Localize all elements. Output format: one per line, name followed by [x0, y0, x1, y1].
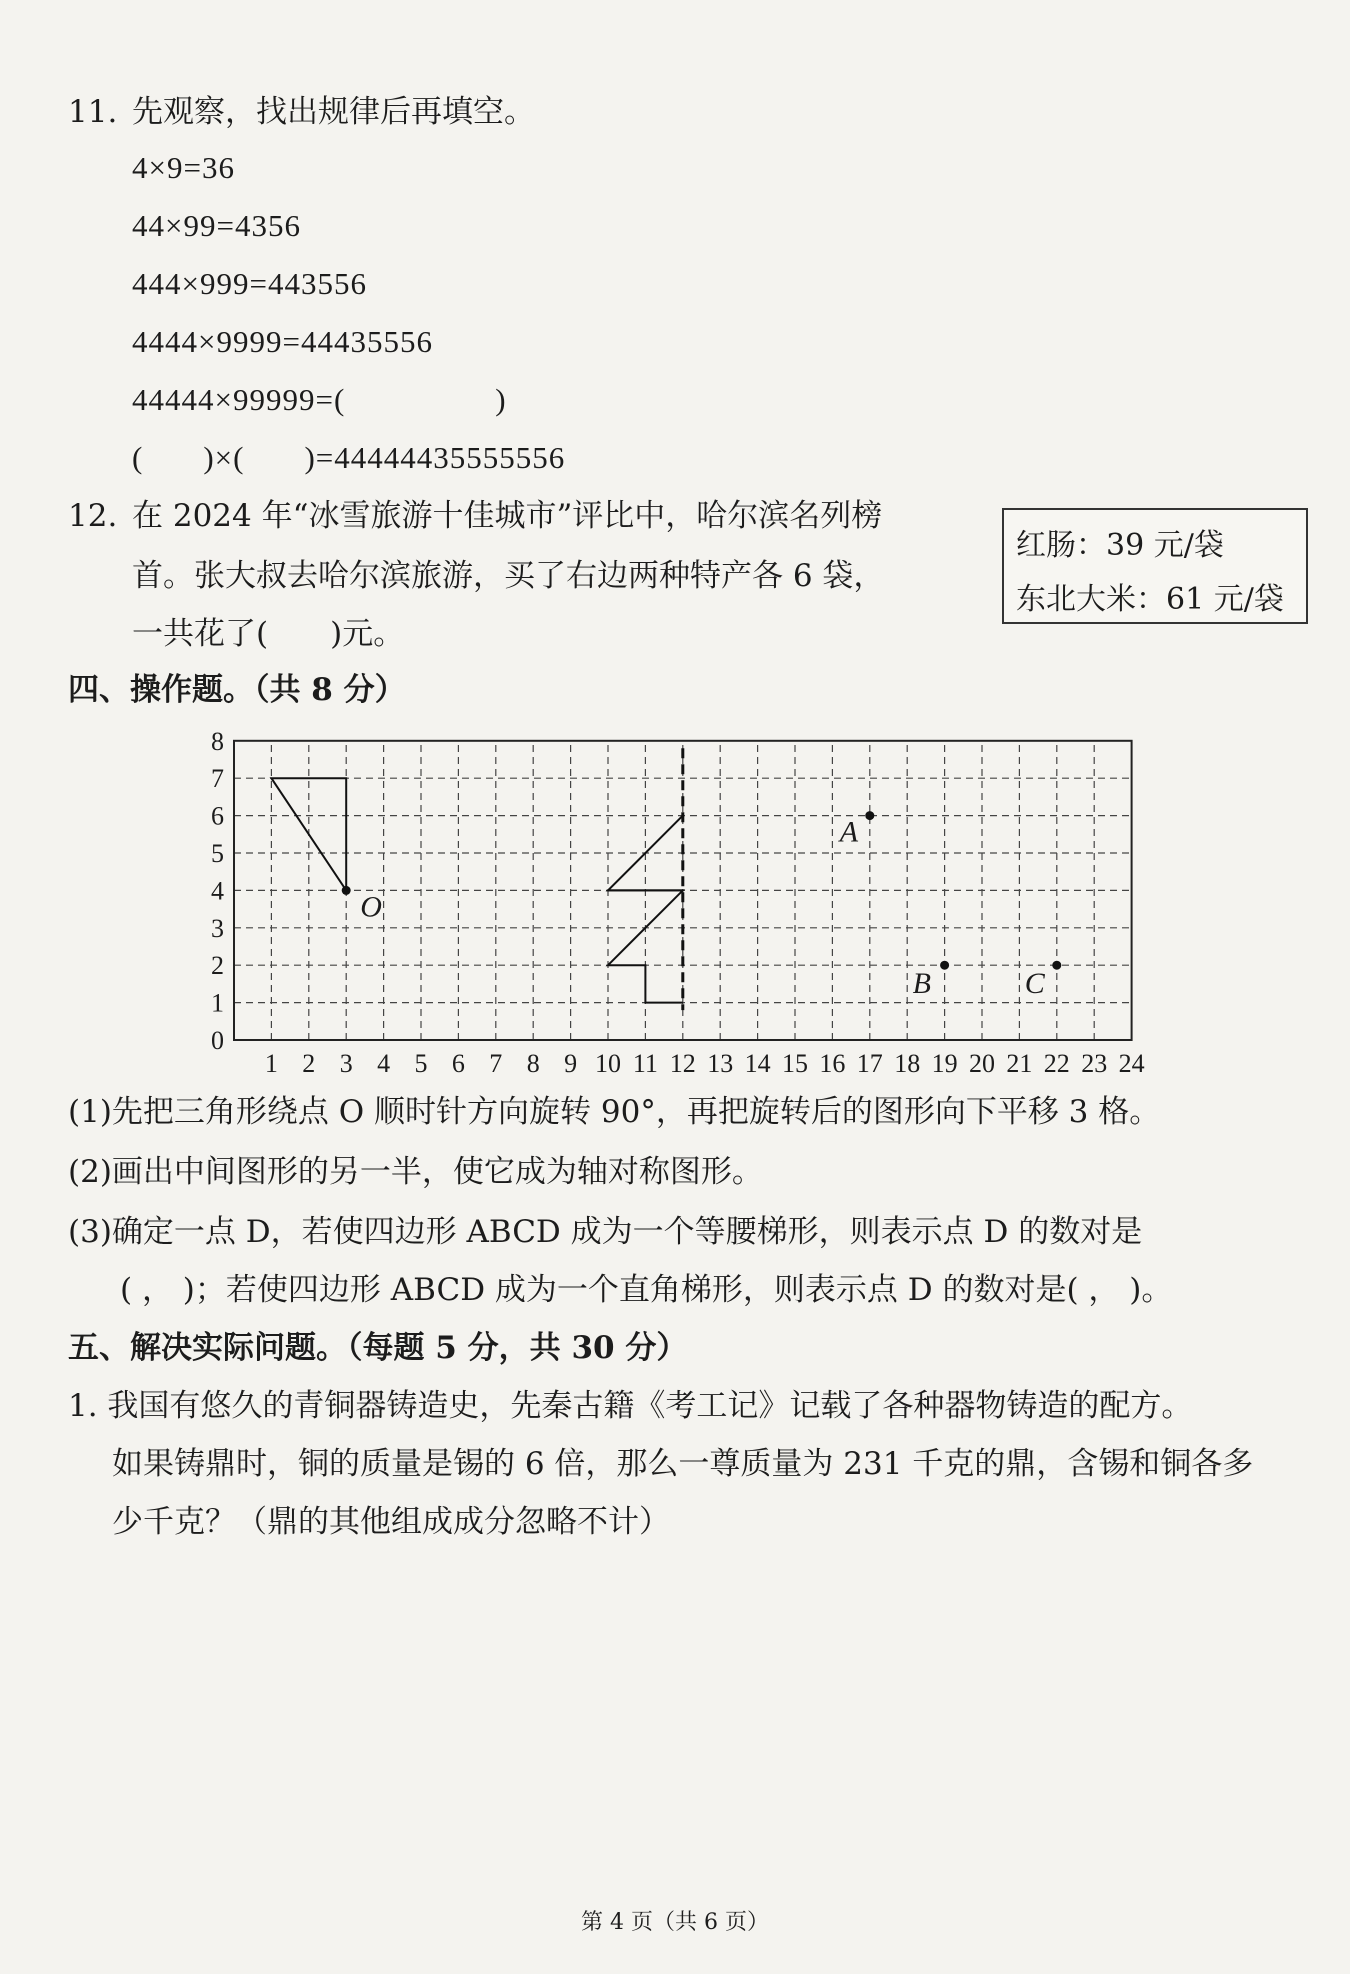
point-a-label: A	[839, 815, 859, 849]
q11-eq6-b: )×(	[203, 440, 245, 475]
x-tick-label: 7	[489, 1049, 503, 1078]
x-tick-label: 8	[526, 1049, 540, 1078]
x-tick-label: 3	[339, 1049, 353, 1078]
q11-equation-2: 44×99=4356	[132, 208, 301, 243]
q12-line-2: 首。张大叔去哈尔滨旅游，买了右边两种特产各 6 袋，	[132, 558, 885, 594]
x-tick-label: 21	[1006, 1049, 1033, 1078]
point-a-dot	[865, 811, 874, 820]
x-tick-label: 2	[302, 1049, 316, 1078]
x-tick-label: 9	[564, 1049, 578, 1078]
x-tick-label: 10	[595, 1049, 621, 1078]
x-tick-label: 4	[377, 1049, 391, 1078]
y-tick-label: 3	[211, 913, 224, 943]
y-tick-label: 6	[211, 801, 224, 831]
op-question-1: (1)先把三角形绕点 O 顺时针方向旋转 90°，再把旋转后的图形向下平移 3 格。	[68, 1094, 1161, 1130]
x-tick-label: 17	[856, 1049, 883, 1078]
x-tick-label: 13	[707, 1049, 734, 1078]
q11-stem: 先观察，找出规律后再填空。	[132, 94, 535, 130]
point-o-label: O	[360, 890, 382, 924]
q11-eq6-c: )=44444435555556	[304, 440, 566, 475]
y-tick-label: 4	[211, 876, 224, 906]
y-tick-label: 5	[211, 839, 224, 868]
section-4-title: 四、操作题。（共 8 分）	[68, 672, 406, 708]
y-tick-label: 0	[211, 1026, 224, 1055]
op-question-3-line-1: (3)确定一点 D，若使四边形 ABCD 成为一个等腰梯形，则表示点 D 的数对是	[68, 1214, 1143, 1250]
x-tick-label: 16	[819, 1049, 846, 1078]
q11-eq6-a: (	[132, 440, 144, 475]
q12-line3-b: )元。	[330, 616, 405, 652]
y-tick-label: 2	[211, 951, 224, 981]
x-tick-label: 12	[669, 1049, 696, 1078]
x-tick-label: 15	[782, 1049, 808, 1078]
section-5-title: 五、解决实际问题。（每题 5 分，共 30 分）	[68, 1330, 688, 1366]
x-tick-label: 14	[744, 1049, 771, 1078]
x-tick-label: 11	[632, 1049, 658, 1078]
q11-equation-4: 4444×9999=44435556	[132, 324, 433, 359]
page-footer: 第 4 页（共 6 页）	[581, 1910, 769, 1935]
q12-number: 12.	[68, 498, 118, 534]
point-c-dot	[1052, 961, 1061, 970]
y-tick-label: 8	[211, 726, 224, 756]
x-tick-label: 5	[414, 1049, 428, 1078]
q12-line3-a: 一共花了(	[132, 616, 269, 652]
price-rice: 东北大米：61 元/袋	[1016, 582, 1284, 617]
y-tick-label: 1	[211, 988, 224, 1018]
op-question-3-line-2: ( ， )；若使四边形 ABCD 成为一个直角梯形，则表示点 D 的数对是( ， )。	[120, 1272, 1173, 1308]
price-sausage: 红肠：39 元/袋	[1016, 528, 1224, 563]
x-tick-label: 6	[451, 1049, 465, 1078]
q11-equation-3: 444×999=443556	[132, 266, 367, 301]
point-o-dot	[342, 886, 351, 895]
q11-number: 11.	[68, 94, 118, 130]
s5-q1-line-2: 如果铸鼎时，铜的质量是锡的 6 倍，那么一尊质量为 231 千克的鼎，含锡和铜各多	[112, 1446, 1254, 1482]
q11-eq5-left: 44444×99999=(	[132, 382, 346, 417]
q11-eq5-right: )	[495, 382, 507, 417]
x-tick-label: 19	[931, 1049, 958, 1078]
y-tick-label: 7	[211, 764, 224, 794]
s5-q1-line-3: 少千克？（鼎的其他组成成分忽略不计）	[112, 1504, 670, 1540]
x-tick-label: 1	[264, 1049, 278, 1078]
op-question-2: (2)画出中间图形的另一半，使它成为轴对称图形。	[68, 1154, 763, 1190]
x-tick-label: 24	[1118, 1049, 1145, 1078]
point-b-label: B	[912, 967, 931, 1001]
x-tick-label: 23	[1081, 1049, 1108, 1078]
q12-line-1: 在 2024 年“冰雪旅游十佳城市”评比中，哈尔滨名列榜	[132, 498, 883, 534]
x-tick-label: 22	[1043, 1049, 1070, 1078]
x-tick-label: 18	[894, 1049, 921, 1078]
s5-q1-line-1: 1. 我国有悠久的青铜器铸造史，先秦古籍《考工记》记载了各种器物铸造的配方。	[68, 1388, 1193, 1424]
q11-equation-1: 4×9=36	[132, 150, 235, 185]
x-tick-label: 20	[969, 1049, 995, 1078]
point-b-dot	[940, 961, 949, 970]
point-c-label: C	[1024, 967, 1045, 1001]
